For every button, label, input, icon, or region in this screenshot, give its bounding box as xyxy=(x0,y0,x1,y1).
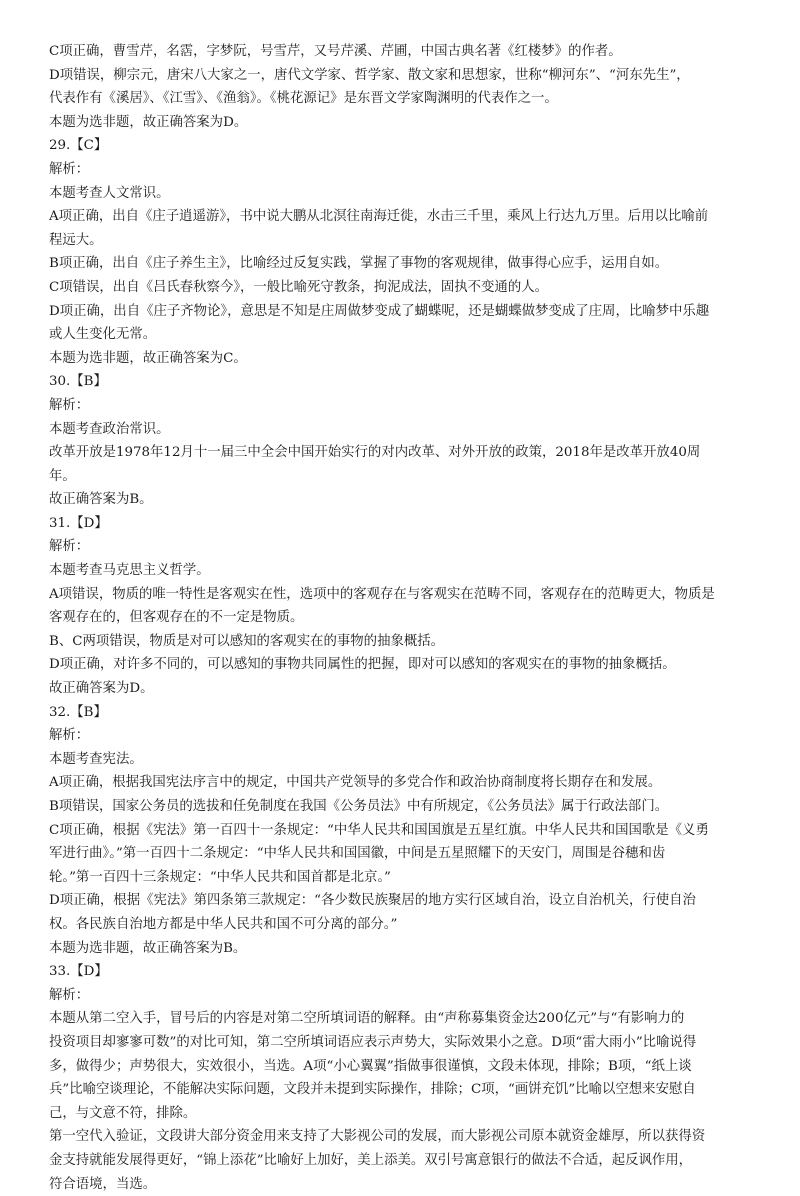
text-line: 程远大。 xyxy=(49,229,758,253)
text-line: D项正确，根据《宪法》第四条第三款规定：“各少数民族聚居的地方实行区域自治，设立自治机关，行使自治 xyxy=(49,889,758,913)
text-line: 己，与文意不符，排除。 xyxy=(49,1102,758,1126)
text-line: 故正确答案为B。 xyxy=(49,488,758,512)
question-number: 31.【D】 xyxy=(49,512,758,536)
text-line: 代表作有《溪居》、《江雪》、《渔翁》。《桃花源记》是东晋文学家陶渊明的代表作之一。 xyxy=(49,87,758,111)
question-number: 29.【C】 xyxy=(49,134,758,158)
text-line: B项正确，出自《庄子养生主》，比喻经过反复实践，掌握了事物的客观规律，做事得心应手，运用自如。 xyxy=(49,252,758,276)
text-line: 权。各民族自治地方都是中华人民共和国不可分离的部分。” xyxy=(49,913,758,937)
question-number: 30.【B】 xyxy=(49,370,758,394)
text-line: 本题为选非题，故正确答案为D。 xyxy=(49,111,758,135)
text-line: B项错误，国家公务员的选拔和任免制度在我国《公务员法》中有所规定，《公务员法》属于行政法部门。 xyxy=(49,795,758,819)
text-line: 本题从第二空入手，冒号后的内容是对第二空所填词语的解释。由“声称募集资金达200亿元”与“有影响力的 xyxy=(49,1007,758,1031)
analysis-heading: 解析： xyxy=(49,158,758,182)
text-line: 军进行曲》。”第一百四十二条规定：“中华人民共和国国徽，中间是五星照耀下的天安门，周围是谷穗和齿 xyxy=(49,842,758,866)
analysis-heading: 解析： xyxy=(49,535,758,559)
analysis-heading: 解析： xyxy=(49,394,758,418)
text-line: 第一空代入验证，文段讲大部分资金用来支持了大影视公司的发展，而大影视公司原本就资金雄厚，所以获得资 xyxy=(49,1125,758,1149)
text-line: 本题考查宪法。 xyxy=(49,748,758,772)
text-line: 多，做得少；声势很大，实效很小，当选。A项“小心翼翼”指做事很谨慎，文段未体现，排除；B项，“纸上谈 xyxy=(49,1055,758,1079)
text-line: A项正确，出自《庄子逍遥游》，书中说大鹏从北溟往南海迁徙，水击三千里，乘风上行达九万里。后用以比喻前 xyxy=(49,205,758,229)
text-line: B、C两项错误，物质是对可以感知的客观实在的事物的抽象概括。 xyxy=(49,630,758,654)
analysis-heading: 解析： xyxy=(49,984,758,1008)
text-line: D项正确，出自《庄子齐物论》，意思是不知是庄周做梦变成了蝴蝶呢，还是蝴蝶做梦变成了庄周，比喻梦中乐趣 xyxy=(49,300,758,324)
text-line: A项错误，物质的唯一特性是客观实在性，选项中的客观存在与客观实在范畴不同，客观存在的范畴更大，物质是 xyxy=(49,583,758,607)
text-line: 投资项目却寥寥可数”的对比可知，第二空所填词语应表示声势大，实际效果小之意。D项“雷大雨小”比喻说得 xyxy=(49,1031,758,1055)
text-line: 年。 xyxy=(49,465,758,489)
text-line: C项正确，曹雪芹，名霑，字梦阮，号雪芹，又号芹溪、芹圃，中国古典名著《红楼梦》的作者。 xyxy=(49,40,758,64)
text-line: 故正确答案为D。 xyxy=(49,677,758,701)
text-line: 本题为选非题，故正确答案为B。 xyxy=(49,937,758,961)
question-number: 32.【B】 xyxy=(49,701,758,725)
text-line: 客观存在的，但客观存在的不一定是物质。 xyxy=(49,606,758,630)
text-line: A项正确，根据我国宪法序言中的规定，中国共产党领导的多党合作和政治协商制度将长期存在和发展。 xyxy=(49,771,758,795)
text-line: 本题为选非题，故正确答案为C。 xyxy=(49,347,758,371)
text-line: 金支持就能发展得更好，“锦上添花”比喻好上加好，美上添美。双引号寓意银行的做法不合适，起反讽作用， xyxy=(49,1149,758,1173)
text-line: D项正确，对许多不同的，可以感知的事物共同属性的把握，即对可以感知的客观实在的事物的抽象概括。 xyxy=(49,653,758,677)
text-line: 改革开放是1978年12月十一届三中全会中国开始实行的对内改革、对外开放的政策，2018年是改革开放40周 xyxy=(49,441,758,465)
text-line: 本题考查人文常识。 xyxy=(49,182,758,206)
text-line: C项正确，根据《宪法》第一百四十一条规定：“中华人民共和国国旗是五星红旗。中华人民共和国国歌是《义勇 xyxy=(49,819,758,843)
text-line: 符合语境，当选。 xyxy=(49,1173,758,1196)
text-line: 轮。”第一百四十三条规定：“中华人民共和国首都是北京。” xyxy=(49,866,758,890)
text-line: D项错误，柳宗元，唐宋八大家之一，唐代文学家、哲学家、散文家和思想家，世称“柳河东”、“河东先生”， xyxy=(49,64,758,88)
text-line: 本题考查政治常识。 xyxy=(49,418,758,442)
text-line: 兵”比喻空谈理论，不能解决实际问题，文段并未提到实际操作，排除；C项，“画饼充饥”比喻以空想来安慰自 xyxy=(49,1078,758,1102)
analysis-heading: 解析： xyxy=(49,724,758,748)
question-number: 33.【D】 xyxy=(49,960,758,984)
text-line: C项错误，出自《吕氏春秋察今》，一般比喻死守教条，拘泥成法，固执不变通的人。 xyxy=(49,276,758,300)
text-line: 或人生变化无常。 xyxy=(49,323,758,347)
text-line: 本题考查马克思主义哲学。 xyxy=(49,559,758,583)
